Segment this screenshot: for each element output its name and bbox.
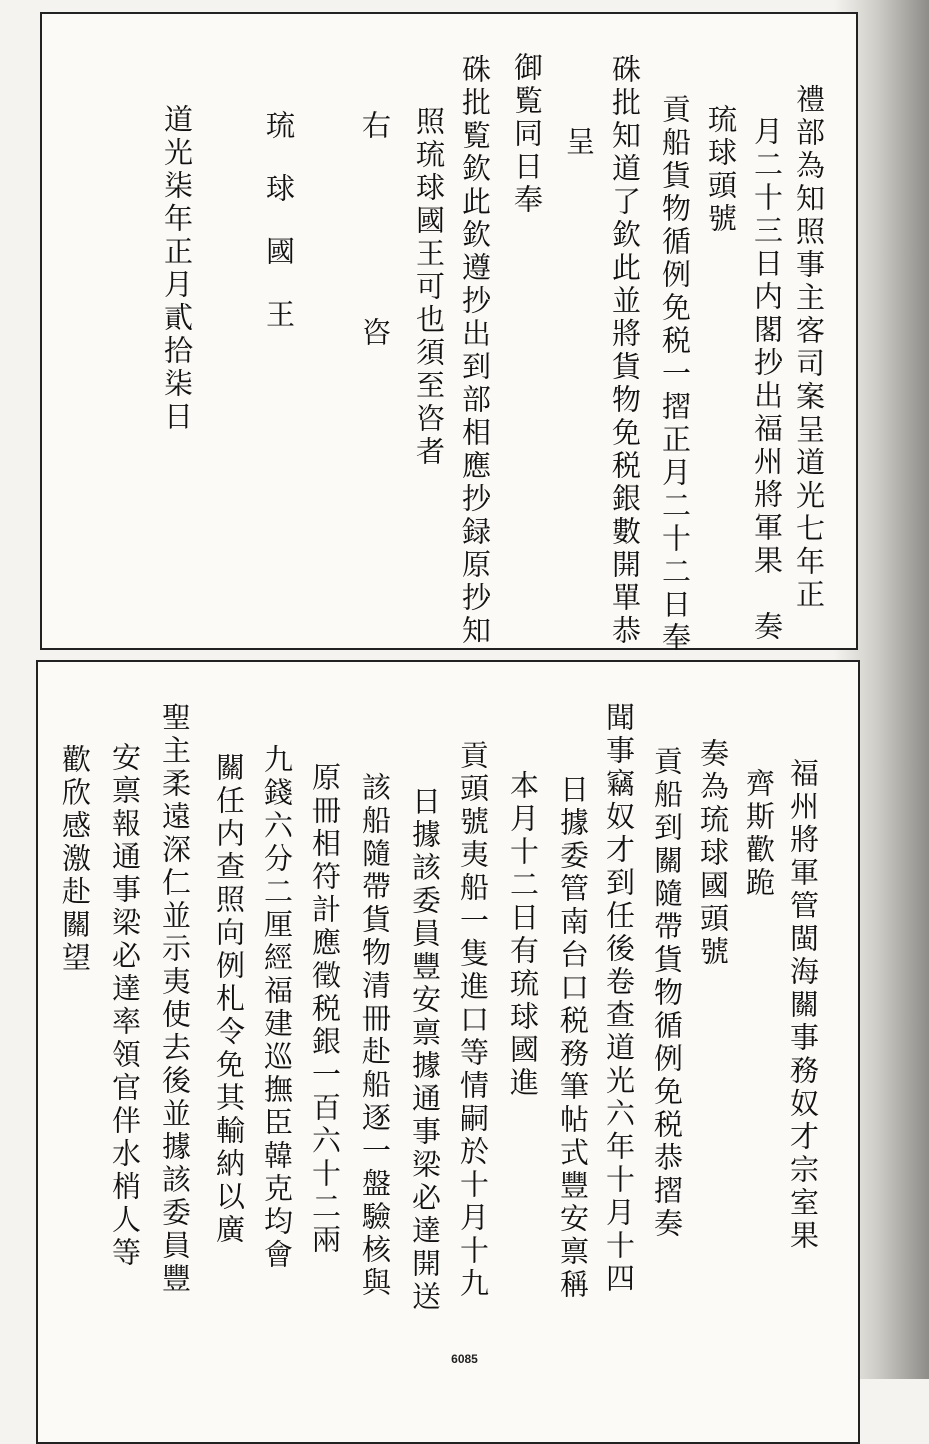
text-column: 月二十三日内閣抄出福州將軍果 奏 (750, 116, 784, 644)
text-column: 安禀報通事梁必達率領官伴水梢人等 (108, 742, 142, 1270)
text-column: 關任内查照向例札令免其輸納以廣 (212, 752, 246, 1247)
text-column: 御覧同日奉 (510, 52, 544, 217)
text-column: 呈 (562, 126, 596, 159)
text-column: 硃批覧欽此欽遵抄出到部相應抄録原抄知 (458, 54, 492, 648)
text-column: 貢頭號夷船一隻進口等情嗣於十月十九 (456, 740, 490, 1301)
text-column: 琉球頭號 (704, 104, 738, 236)
text-column: 齊斯歡跪 (742, 768, 776, 900)
text-column: 歡欣感激赴關望 (58, 744, 92, 975)
text-column: 聞事竊奴才到任後卷查道光六年十月十四 (602, 702, 636, 1296)
text-column: 照琉球國王可也須至咨者 (412, 106, 446, 469)
text-column: 日據委管南台口税務筆帖式豐安禀稱 (556, 774, 590, 1302)
text-column: 本月十二日有琉球國進 (506, 770, 540, 1100)
text-column: 硃批知道了欽此並將貨物免税銀數開單恭 (608, 54, 642, 648)
text-column: 原冊相符計應徵税銀一百六十二兩 (308, 762, 342, 1257)
text-column: 日據該委員豐安禀據通事梁必達開送 (408, 786, 442, 1314)
bottom-document-panel (36, 660, 860, 1444)
text-column: 琉球國王 (262, 110, 296, 362)
text-column: 聖主柔遠深仁並示夷使去後並據該委員豐 (158, 702, 192, 1296)
text-column: 福州將軍管閩海關事務奴才宗室果 (786, 758, 820, 1253)
top-document-panel (40, 12, 858, 655)
text-column: 貢船貨物循例免税一摺正月二十二日奉 (658, 94, 692, 655)
text-column: 禮部為知照事主客司案呈道光七年正 (792, 84, 826, 612)
text-column: 奏為琉球國頭號 (696, 738, 730, 969)
text-column: 九錢六分二厘經福建巡撫臣韓克均會 (260, 744, 294, 1272)
text-column: 右 咨 (358, 110, 392, 386)
text-column: 道光柒年正月貳拾柒日 (160, 104, 194, 434)
page-number: 6085 (451, 1352, 478, 1366)
text-column: 該船隨帶貨物清冊赴船逐一盤驗核與 (358, 772, 392, 1300)
text-column: 貢船到關隨帶貨物循例免税恭摺奏 (650, 746, 684, 1241)
